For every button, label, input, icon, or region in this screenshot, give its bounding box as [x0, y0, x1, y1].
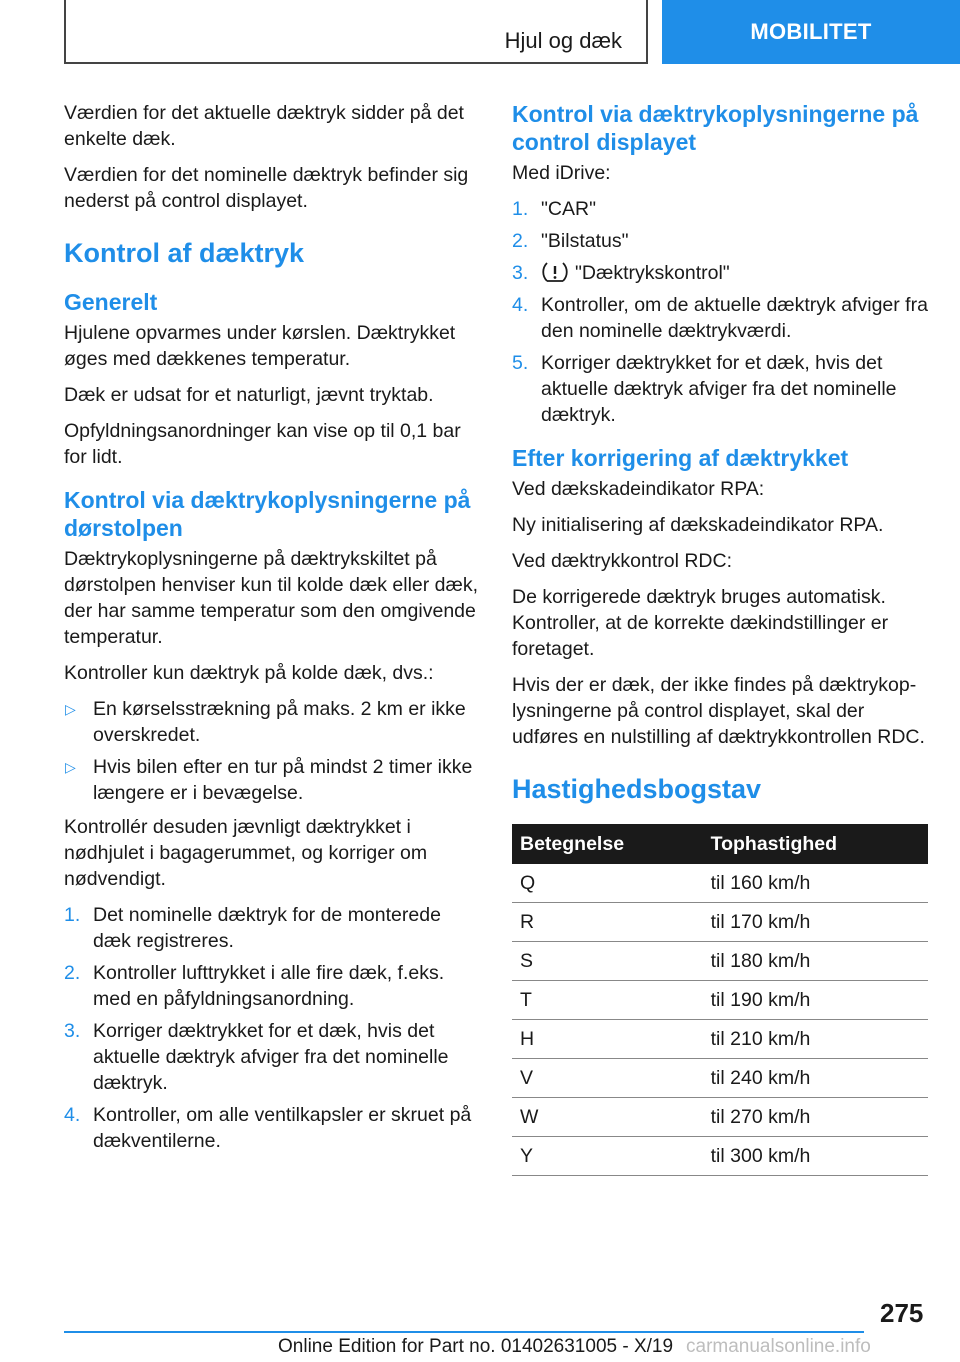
list-item-text: Kontroller lufttrykket i alle fire dæk, f.eks. med en påfyldningsanordning. — [93, 962, 445, 1010]
list-item — [512, 292, 928, 344]
list-item-text: "Dæktrykskontrol" — [575, 262, 730, 284]
table-cell: T — [512, 981, 697, 1020]
tire-pressure-warning-icon — [541, 261, 569, 283]
table-cell: til 210 km/h — [697, 1020, 928, 1059]
list-item — [64, 754, 480, 806]
list-item-text: Korriger dæktrykket for et dæk, hvis det aktuelle dæktryk afviger fra det nominelle dæktryk. — [541, 352, 897, 426]
list-item-text: En kørselsstrækning på maks. 2 km er ikke overskredet. — [93, 698, 466, 746]
triangle-bullet-icon: ▷ — [65, 701, 76, 717]
table-cell: til 160 km/h — [697, 864, 928, 903]
table-cell: R — [512, 903, 697, 942]
table-row — [512, 1137, 928, 1176]
subsection-heading: Efter korrigering af dæktrykket — [512, 445, 849, 471]
list-item-text: Hvis bilen efter en tur på mindst 2 timer ikke længere er i bevægelse. — [93, 756, 473, 804]
section-heading: Hastighedsbogstav — [512, 774, 762, 804]
table-cell: S — [512, 942, 697, 981]
column-header: Betegnelse — [512, 824, 697, 864]
list-item-text: Kontroller, om alle ventilkapsler er skruet på dækventilerne. — [93, 1104, 472, 1152]
table-cell: til 170 km/h — [697, 903, 928, 942]
step-number: 2. — [512, 230, 529, 252]
list-item-text: "CAR" — [541, 198, 597, 220]
bullet-list — [64, 696, 480, 806]
list-item — [64, 1102, 480, 1154]
table-cell: H — [512, 1020, 697, 1059]
table-row — [512, 1020, 928, 1059]
page-number: 275 — [880, 1298, 924, 1328]
section-title: Hjul og dæk — [504, 28, 622, 53]
table-cell: Q — [512, 864, 697, 903]
step-list — [64, 902, 480, 1154]
speed-rating-table — [512, 824, 928, 1176]
list-item — [512, 196, 928, 222]
table-row — [512, 1059, 928, 1098]
paragraph: Dæktrykoplysningerne på dæktrykskiltet på dørstolpen henviser kun til kolde dæk eller dæk, der har samme temperatur som den omgivende temperatur. — [64, 548, 479, 648]
intro-paragraph: Værdien for det aktuelle dæktryk sidder på det enkelte dæk. — [64, 102, 464, 150]
table-cell: Y — [512, 1137, 697, 1176]
header-frame — [64, 0, 648, 64]
left-column — [64, 100, 480, 1162]
table-row — [512, 903, 928, 942]
table-cell: til 300 km/h — [697, 1137, 928, 1176]
list-item — [64, 902, 480, 954]
right-column — [512, 100, 928, 1176]
intro-paragraph: Værdien for det nominelle dæktryk befinder sig nederst på control displayet. — [64, 164, 469, 212]
subsection-heading: Kontrol via dæktrykoplysningerne på dørstolpen — [64, 487, 471, 541]
paragraph: Ny initialisering af dækskadeindikator RPA. — [512, 514, 884, 536]
list-item-text: Kontroller, om de aktuelle dæktryk afviger fra den nominelle dæktrykværdi. — [541, 294, 928, 342]
list-item — [512, 260, 928, 286]
table-row — [512, 1098, 928, 1137]
table-cell: til 240 km/h — [697, 1059, 928, 1098]
edition-note: Online Edition for Part no. 01402631005 - X/19 — [278, 1336, 674, 1357]
paragraph: Med iDrive: — [512, 162, 611, 184]
paragraph: Hvis der er dæk, der ikke findes på dæktrykoplysningerne på control displayet, skal der udføres en nulstilling af dæktrykkontrollen RDC. — [512, 674, 925, 748]
list-item — [512, 350, 928, 428]
paragraph: De korrigerede dæktryk bruges automatisk. Kontroller, at de korrekte dækindstillinger er foretaget. — [512, 586, 889, 660]
triangle-bullet-icon: ▷ — [65, 759, 76, 775]
paragraph: Opfyldningsanordninger kan vise op til 0,1 bar for lidt. — [64, 420, 461, 468]
watermark: carmanualsonline.info — [686, 1336, 871, 1357]
list-item-text: "Bilstatus" — [541, 230, 629, 252]
table-cell: til 190 km/h — [697, 981, 928, 1020]
step-number: 5. — [512, 352, 529, 374]
step-number: 3. — [64, 1020, 81, 1042]
table-row — [512, 864, 928, 903]
table-cell: W — [512, 1098, 697, 1137]
step-number: 3. — [512, 262, 529, 284]
paragraph: Ved dæktrykkontrol RDC: — [512, 550, 732, 572]
subsection-heading: Kontrol via dæktrykoplysningerne på control displayet — [512, 101, 919, 155]
list-item-text: Det nominelle dæktryk for de monterede dæk registreres. — [93, 904, 441, 952]
column-header: Tophastighed — [697, 824, 928, 864]
list-item — [64, 696, 480, 748]
paragraph: Kontroller kun dæktryk på kolde dæk, dvs.: — [64, 662, 434, 684]
step-number: 1. — [512, 198, 529, 220]
step-number: 1. — [64, 904, 81, 926]
section-heading: Kontrol af dæktryk — [64, 238, 305, 268]
table-cell: til 180 km/h — [697, 942, 928, 981]
step-number: 4. — [64, 1104, 81, 1126]
subsection-heading: Generelt — [64, 289, 158, 315]
list-item — [64, 1018, 480, 1096]
list-item-text: Korriger dæktrykket for et dæk, hvis det aktuelle dæktryk afviger fra det nominelle dæktryk. — [93, 1020, 449, 1094]
step-list — [512, 196, 928, 428]
table-cell: V — [512, 1059, 697, 1098]
list-item — [512, 228, 928, 254]
paragraph: Ved dækskadeindikator RPA: — [512, 478, 765, 500]
step-number: 4. — [512, 294, 529, 316]
paragraph: Dæk er udsat for et naturligt, jævnt tryktab. — [64, 384, 434, 406]
footer-divider — [64, 1331, 864, 1333]
table-row — [512, 981, 928, 1020]
table-header-row — [512, 824, 928, 864]
step-number: 2. — [64, 962, 81, 984]
table-cell: til 270 km/h — [697, 1098, 928, 1137]
list-item — [64, 960, 480, 1012]
table-row — [512, 942, 928, 981]
paragraph: Hjulene opvarmes under kørslen. Dæktrykket øges med dækkenes temperatur. — [64, 322, 456, 370]
paragraph: Kontrollér desuden jævnligt dæktrykket i nødhjulet i bagagerummet, og korriger om nødvendigt. — [64, 816, 428, 890]
chapter-tab[interactable]: MOBILITET — [662, 0, 960, 64]
